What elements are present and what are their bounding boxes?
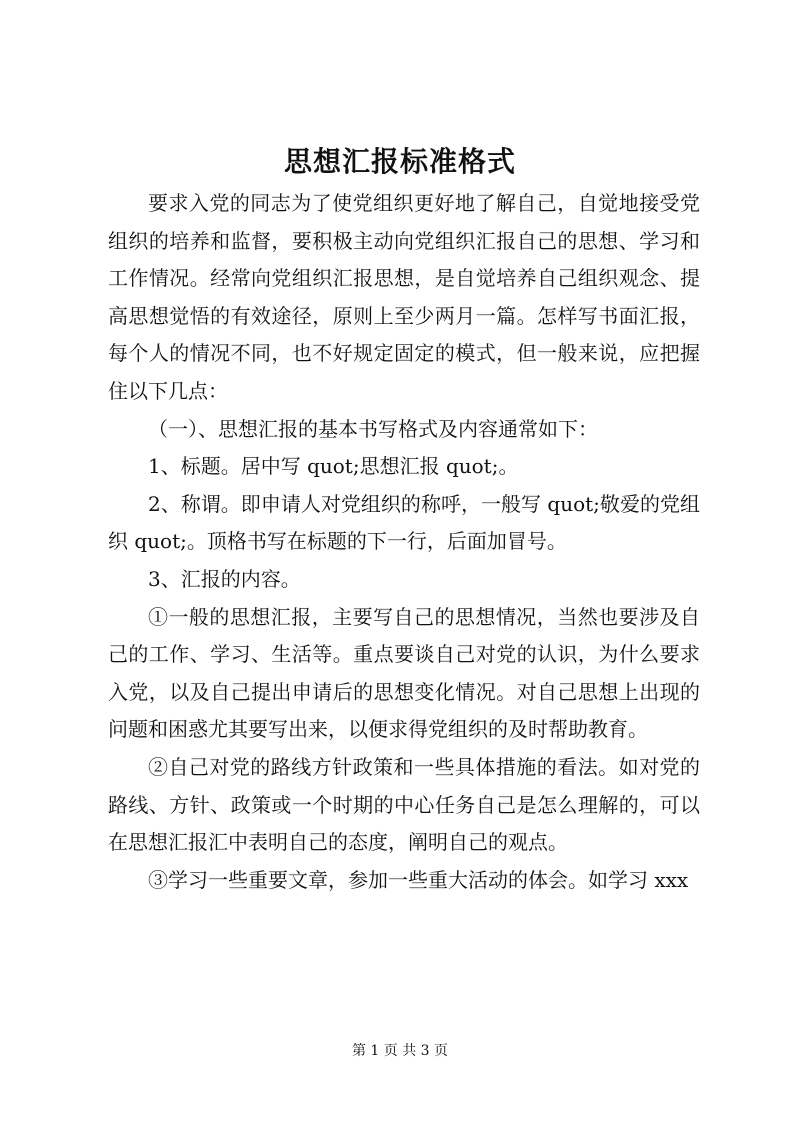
- page-footer: 第 1 页 共 3 页: [351, 1043, 449, 1059]
- paragraph-content-three: ③学习一些重要文章，参加一些重大活动的体会。如学习 xxx: [148, 867, 689, 892]
- paragraph-intro: 要求入党的同志为了使党组织更好地了解自己，自觉地接受党组织的培养和监督，要积极主动向党组织汇报自己的思想、学习和工作情况。经常向党组织汇报思想，是自觉培养自己组织观念、提高思想觉悟的有效途径，原则上至少两月一篇。怎样写书面汇报，每个人的情况不同，也不好规定固定的模式，但一般来说，应把握住以下几点：: [108, 191, 700, 403]
- paragraph-item-title: 1、标题。居中写 quot;思想汇报 quot;。: [148, 454, 519, 479]
- paragraph-item-content: 3、汇报的内容。: [148, 566, 301, 591]
- paragraph-section-one: （一）、思想汇报的基本书写格式及内容通常如下：: [148, 416, 598, 441]
- paragraph-content-one: ①一般的思想汇报，主要写自己的思想情况，当然也要涉及自己的工作、学习、生活等。重点要谈自己对党的认识，为什么要求入党，以及自己提出申请后的思想变化情况。对自己思想上出现的问题和困惑尤其要写出来，以便求得党组织的及时帮助教育。: [108, 604, 700, 742]
- document-title: 思想汇报标准格式: [283, 145, 516, 178]
- document-body: [108, 185, 700, 899]
- paragraph-item-salutation: 2、称谓。即申请人对党组织的称呼，一般写 quot;敬爱的党组织 quot;。顶格书写在标题的下一行，后面加冒号。: [108, 491, 700, 554]
- paragraph-content-two: ②自己对党的路线方针政策和一些具体措施的看法。如对党的路线、方针、政策或一个时期的中心任务自己是怎么理解的，可以在思想汇报汇中表明自己的态度，阐明自己的观点。: [108, 754, 700, 855]
